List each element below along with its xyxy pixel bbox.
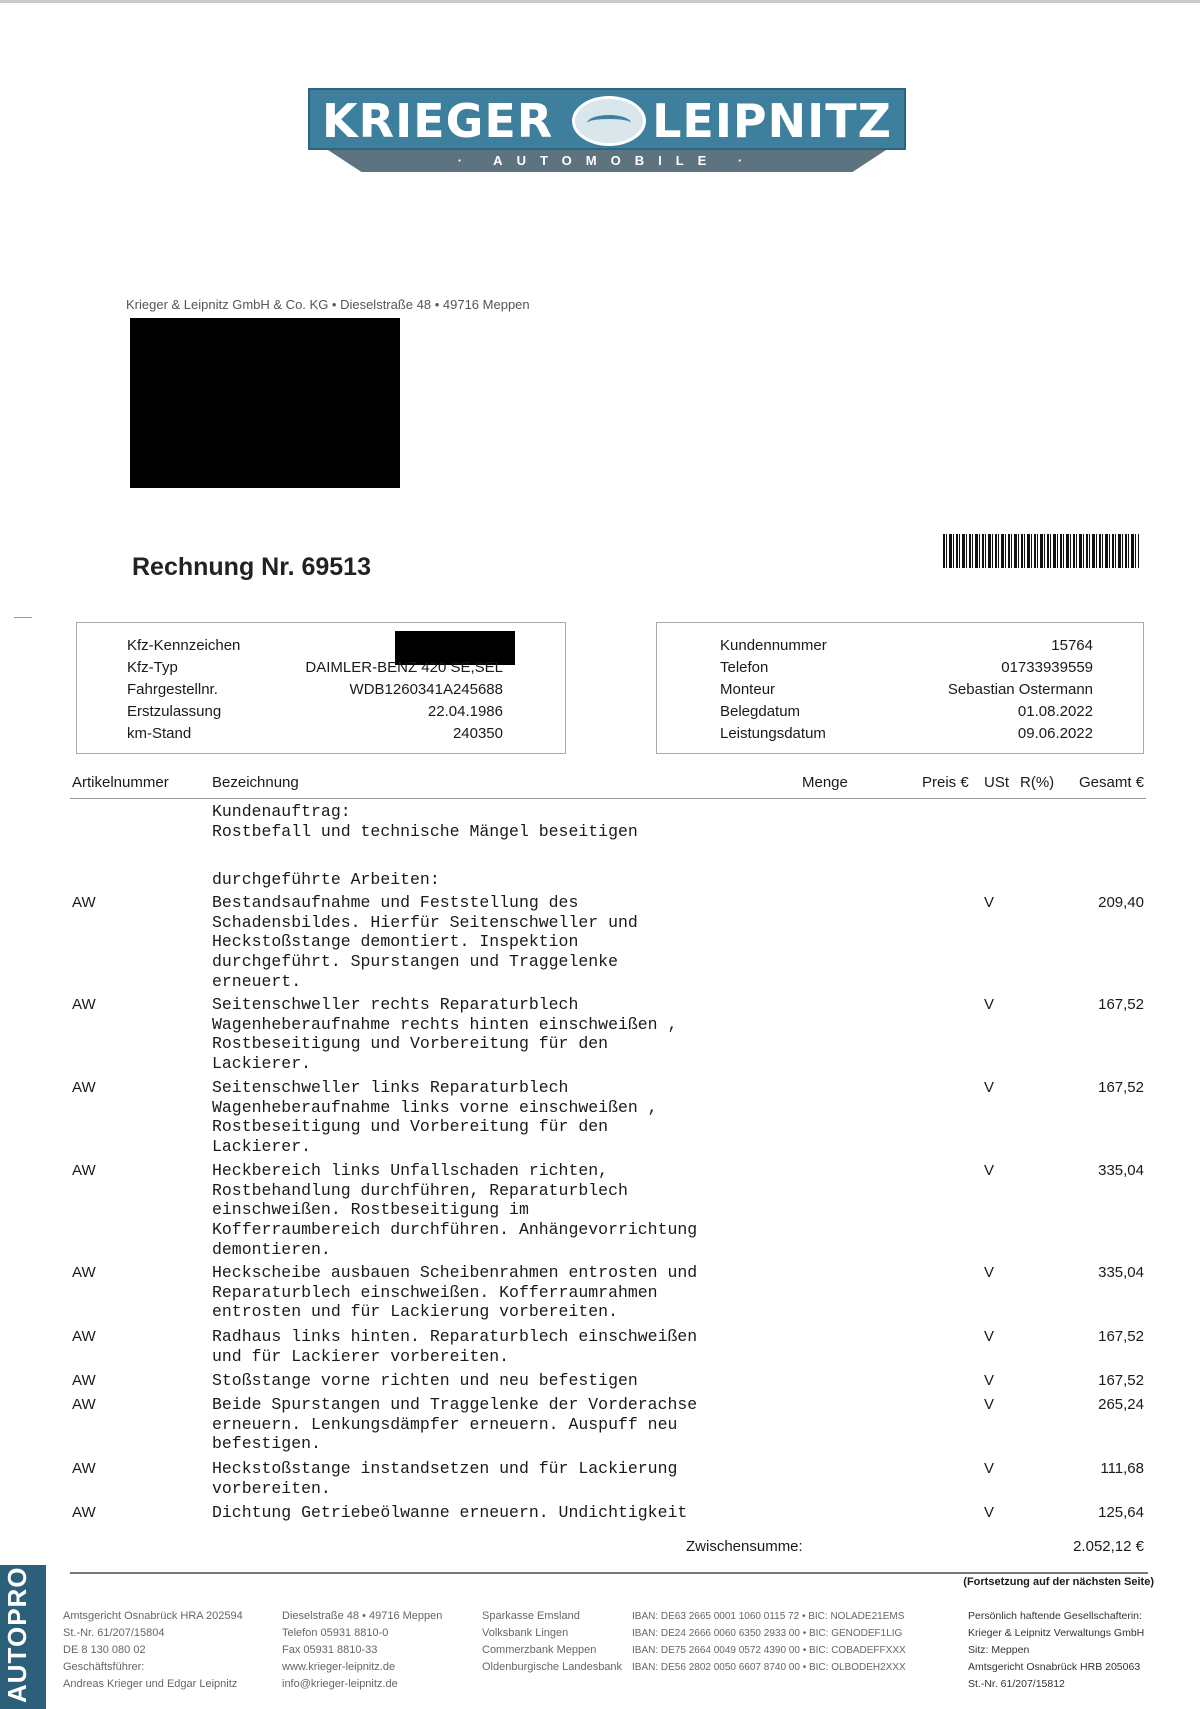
vehicle-label: Fahrgestellnr. [127,681,218,698]
item-total: 167,52 [1098,1328,1144,1345]
customer-label: Leistungsdatum [720,725,826,742]
footer-col-legal [63,1608,243,1693]
item-tax: V [984,1504,995,1521]
item-description: Beide Spurstangen und Traggelenke der Vorderachse erneuern. Lenkungsdämpfer erneuern. Auspuff neu befestigen. [212,1395,698,1454]
logo-text-left: KRIEGER [322,94,554,148]
autoprofi-sidebar [0,1541,46,1709]
footer-col-banks [482,1608,622,1676]
vehicle-label: Kfz-Typ [127,659,178,676]
footer-line: Sparkasse Emsland [482,1610,580,1622]
page-top-border [0,0,1200,3]
footer-line: Commerzbank Meppen [482,1644,597,1656]
item-total: 167,52 [1098,1372,1144,1389]
item-total: 335,04 [1098,1162,1144,1179]
logo-subtitle: · AUTOMOBILE · [457,153,757,168]
footer-line: Dieselstraße 48 • 49716 Meppen [282,1610,443,1622]
customer-row [657,701,1143,723]
items-table-header [70,770,1146,799]
footer-line: Fax 05931 8810-33 [282,1644,378,1656]
customer-info-box [656,622,1144,754]
item-tax: V [984,1372,995,1389]
item-article: AW [72,1396,96,1413]
footer-line: IBAN: DE63 2665 0001 1060 0115 72 • BIC: NOLADE21EMS [632,1611,905,1622]
vehicle-label: Kfz-Kennzeichen [127,637,241,654]
vehicle-row-plate [77,635,565,657]
item-tax: V [984,996,995,1013]
footer-line: www.krieger-leipnitz.de [282,1661,396,1673]
customer-row [657,657,1143,679]
footer-line: Volksbank Lingen [482,1627,569,1639]
col-artikel: Artikelnummer [72,774,169,791]
item-tax: V [984,1328,995,1345]
company-logo [308,88,906,182]
sender-line: Krieger & Leipnitz GmbH & Co. KG • Dieselstraße 48 • 49716 Meppen [126,297,530,312]
vehicle-row-registration [77,701,565,723]
customer-row [657,635,1143,657]
col-preis: Preis € [922,774,969,791]
footer-line: Geschäftsführer: [63,1661,145,1673]
vehicle-row-vin [77,679,565,701]
item-tax: V [984,1396,995,1413]
vehicle-label: Erstzulassung [127,703,222,720]
item-article: AW [72,1264,96,1281]
item-description: Seitenschweller rechts Reparaturblech Wagenheberaufnahme rechts hinten einschweißen , Rostbeseitigung und Vorbereitung für den Lackierer. [212,995,678,1074]
item-total: 335,04 [1098,1264,1144,1281]
item-article: AW [72,894,96,911]
barcode [943,534,1139,568]
item-description: Heckscheibe ausbauen Scheibenrahmen entrosten und Reparaturblech einschweißen. Kofferraumrahmen entrosten und für Lackierung vorbereiten. [212,1263,698,1322]
col-ust: USt [984,774,1010,791]
footer-line: IBAN: DE56 2802 0050 6607 8740 00 • BIC: OLBODEH2XXX [632,1662,906,1673]
item-description: Stoßstange vorne richten und neu befestigen [212,1371,638,1390]
item-article: AW [72,1079,96,1096]
footer-line: DE 8 130 080 02 [63,1644,146,1656]
invoice-title: Rechnung Nr. 69513 [132,553,371,581]
footer-line: St.-Nr. 61/207/15804 [63,1627,165,1639]
customer-value: 01.08.2022 [1017,703,1093,720]
vehicle-label: km-Stand [127,725,192,742]
vehicle-row-type [77,657,565,679]
footer-line: St.-Nr. 61/207/15812 [968,1678,1065,1690]
item-total: 111,68 [1100,1460,1144,1477]
customer-row [657,679,1143,701]
logo-banner [308,88,906,150]
item-description: Bestandsaufnahme und Feststellung des Schadensbildes. Hierfür Seitenschweller und Heckstoßstange demontiert. Inspektion durchgeführt. Spurstangen und Traggelenke erneuert. [212,893,638,991]
customer-value: 01733939559 [1001,659,1093,676]
vehicle-value: 22.04.1986 [427,703,503,720]
footer-col-contact [282,1608,442,1693]
customer-label: Monteur [720,681,776,698]
footer-line: info@krieger-leipnitz.de [282,1678,398,1690]
footer-line: Amtsgericht Osnabrück HRA 202594 [63,1610,243,1622]
customer-label: Telefon [720,659,769,676]
customer-row [657,723,1143,745]
footer-divider [70,1572,1148,1574]
vehicle-info-box [76,622,566,754]
footer-line: IBAN: DE75 2664 0049 0572 4390 00 • BIC: COBADEFFXXX [632,1645,906,1656]
vehicle-value: WDB1260341A245688 [349,681,503,698]
customer-value: 15764 [1051,637,1093,654]
footer-line: Andreas Krieger und Edgar Leipnitz [63,1678,238,1690]
customer-value: Sebastian Ostermann [947,681,1093,698]
item-description: Radhaus links hinten. Reparaturblech einschweißen und für Lackierer vorbereiten. [212,1327,698,1366]
vehicle-value: DAIMLER-BENZ 420 SE,SEL [305,659,503,676]
item-description: Heckstoßstange instandsetzen und für Lackierung vorbereiten. [212,1459,678,1498]
logo-text-right: LEIPNITZ [652,94,892,148]
logo-emblem-icon [572,96,646,146]
footer-line: Sitz: Meppen [968,1644,1030,1656]
footer-line: Persönlich haftende Gesellschafterin: [968,1610,1142,1622]
item-total: 125,64 [1098,1504,1144,1521]
item-description: Dichtung Getriebeölwanne erneuern. Undichtigkeit [212,1503,688,1522]
item-tax: V [984,1460,995,1477]
footer-col-partner [968,1608,1144,1693]
item-description: Seitenschweller links Reparaturblech Wagenheberaufnahme links vorne einschweißen , Rostbeseitigung und Vorbereitung für den Lackierer. [212,1078,658,1157]
vehicle-row-mileage [77,723,565,745]
subtotal-value: 2.052,12 € [1073,1538,1144,1555]
footer-line: Oldenburgische Landesbank [482,1661,623,1673]
item-article: AW [72,1372,96,1389]
footer-line: Krieger & Leipnitz Verwaltungs GmbH [968,1627,1145,1639]
col-rabatt: R(%) [1020,774,1055,791]
footer-col-iban [632,1608,906,1676]
item-description: Heckbereich links Unfallschaden richten, Rostbehandlung durchführen, Reparaturblech einschweißen. Rostbeseitigung im Kofferraumbereich durchführen. Anhängevorrichtung demontieren. [212,1161,698,1259]
item-tax: V [984,1079,995,1096]
order-description: Kundenauftrag: Rostbefall und technische Mängel beseitigen [212,802,638,841]
footer-line: Telefon 05931 8810-0 [282,1627,389,1639]
item-tax: V [984,1162,995,1179]
customer-label: Kundennummer [720,637,827,654]
sidebar-brand-text: AUTOPROFI [2,1541,32,1703]
col-menge: Menge [802,774,848,791]
customer-value: 09.06.2022 [1017,725,1093,742]
item-total: 265,24 [1098,1396,1144,1413]
item-total: 167,52 [1098,996,1144,1013]
redacted-address-block [130,318,400,488]
vehicle-value: 240350 [452,725,503,742]
fold-mark [14,617,32,618]
footer-line: Amtsgericht Osnabrück HRB 205063 [968,1661,1141,1673]
item-tax: V [984,1264,995,1281]
item-article: AW [72,1460,96,1477]
item-article: AW [72,1328,96,1345]
footer-line: IBAN: DE24 2666 0060 6350 2933 00 • BIC: GENODEF1LIG [632,1628,903,1639]
col-bezeichnung: Bezeichnung [212,774,299,791]
col-gesamt: Gesamt € [1078,774,1144,791]
customer-label: Belegdatum [720,703,801,720]
item-tax: V [984,894,995,911]
order-description: durchgeführte Arbeiten: [212,870,440,889]
continued-note: (Fortsetzung auf der nächsten Seite) [963,1576,1154,1588]
item-article: AW [72,1504,96,1521]
item-total: 167,52 [1098,1079,1144,1096]
subtotal-label: Zwischensumme: [686,1538,803,1555]
item-article: AW [72,996,96,1013]
item-total: 209,40 [1098,894,1144,911]
item-article: AW [72,1162,96,1179]
